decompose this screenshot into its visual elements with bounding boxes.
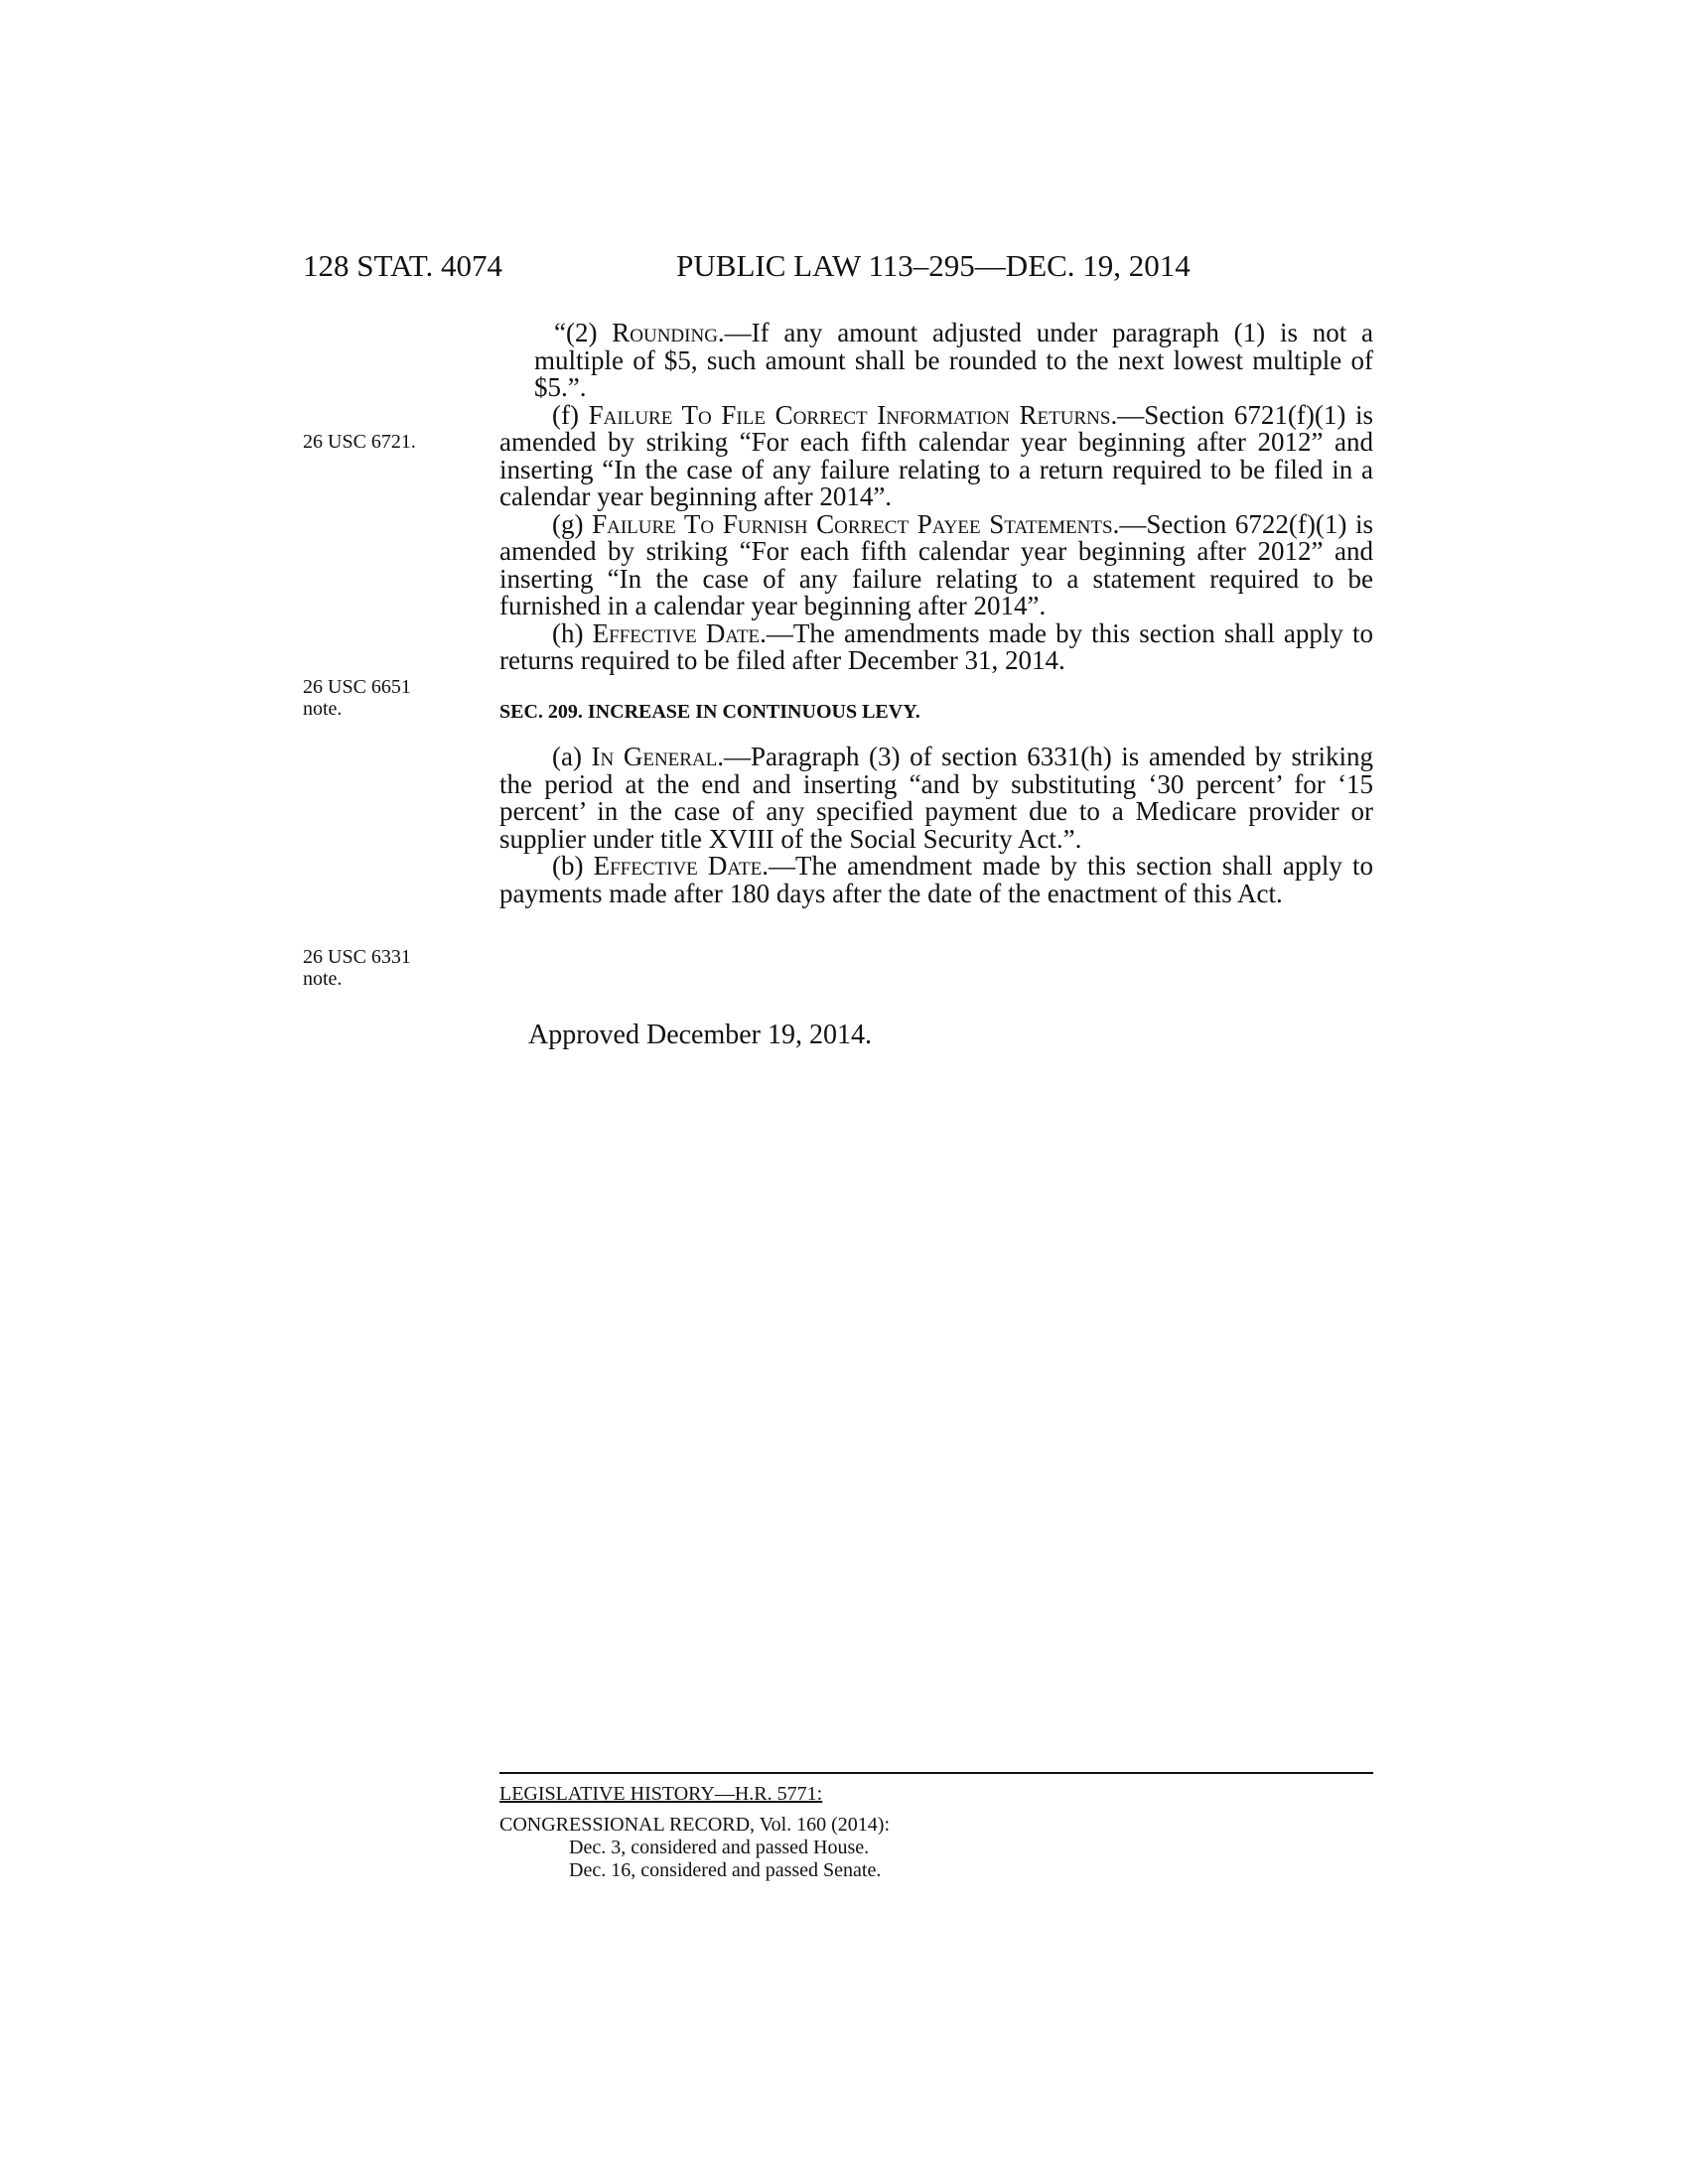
stat-page-number: 128 STAT. 4074 [303,248,503,283]
approval-date: Approved December 19, 2014. [528,1020,873,1050]
paragraph-sec209-b [499,853,1373,907]
paragraph-sec209-a [499,744,1373,853]
margin-note-6651 [303,676,452,720]
paragraph-text: .—Section 6721(f)(1) is amended by striking “For each fifth calendar year beginning after 2012” and inserting “In the case of any failure relating to a return required to be filed in a calendar year beginning after 2014”. [499,399,1373,511]
footer-divider [499,1772,1373,1774]
paragraph-heading: In General [591,742,718,771]
section-heading: SEC. 209. INCREASE IN CONTINUOUS LEVY. [499,700,920,723]
paragraph-heading: Failure To Furnish Correct Payee Statements [592,508,1113,539]
paragraph-lead: (f) [552,399,589,430]
paragraph-text: .—Paragraph (3) of section 6331(h) is amended by striking the period at the end and inserting “and by substituting ‘30 percent’ for ‘15 percent’ in the case of any specified payment due to a Medicare provider or supplier under title XVIII of the Social Security Act.”. [499,742,1373,854]
paragraph-h [499,617,1374,675]
paragraph-text: .—Section 6722(f)(1) is amended by striking “For each fifth calendar year beginning after 2012” and inserting “In the case of any failure relating to a statement required to be furnished in a calendar year beginning after 2014”. [499,508,1374,620]
margin-note-6331 [303,946,452,990]
legislative-history-title: LEGISLATIVE HISTORY—H.R. 5771: [499,1783,823,1805]
paragraph-lead: (b) [552,851,594,881]
margin-note-line: note. [303,968,343,990]
history-entry: Dec. 16, considered and passed Senate. [569,1859,882,1881]
legislative-history [499,1783,890,1882]
paragraph-heading: Effective Date [593,851,763,881]
paragraph-g [499,508,1374,620]
paragraph-text: .—If any amount adjusted under paragraph (1) is not a multiple of $5, such amount shall be rounded to the next lowest multiple of $5.”. [534,318,1373,402]
paragraph-heading: Rounding [612,318,718,347]
paragraph-lead: “(2) [554,318,613,347]
paragraph-rounding [499,320,1373,402]
main-text-column [499,320,1373,907]
paragraph-text: .—The amendment made by this section shall apply to payments made after 180 days after the date of the enactment of this Act. [499,851,1373,908]
paragraph-text: .—The amendments made by this section shall apply to returns required to be filed after December 31, 2014. [499,617,1374,675]
margin-note-line: 26 USC 6651 [303,676,411,698]
law-title-header: PUBLIC LAW 113–295—DEC. 19, 2014 [676,248,1191,283]
margin-note-line: note. [303,698,343,720]
paragraph-lead: (h) [552,617,593,648]
paragraph-heading: Effective Date [592,617,761,648]
paragraph-f [499,399,1373,511]
paragraph-lead: (a) [552,742,592,771]
margin-note-line: 26 USC 6331 [303,946,411,968]
paragraph-heading: Failure To File Correct Information Returns [588,399,1111,430]
paragraph-lead: (g) [552,508,593,539]
history-entry: Dec. 3, considered and passed House. [569,1837,870,1858]
congressional-record: CONGRESSIONAL RECORD, Vol. 160 (2014): [499,1814,890,1836]
margin-note-6721: 26 USC 6721. [303,431,416,453]
